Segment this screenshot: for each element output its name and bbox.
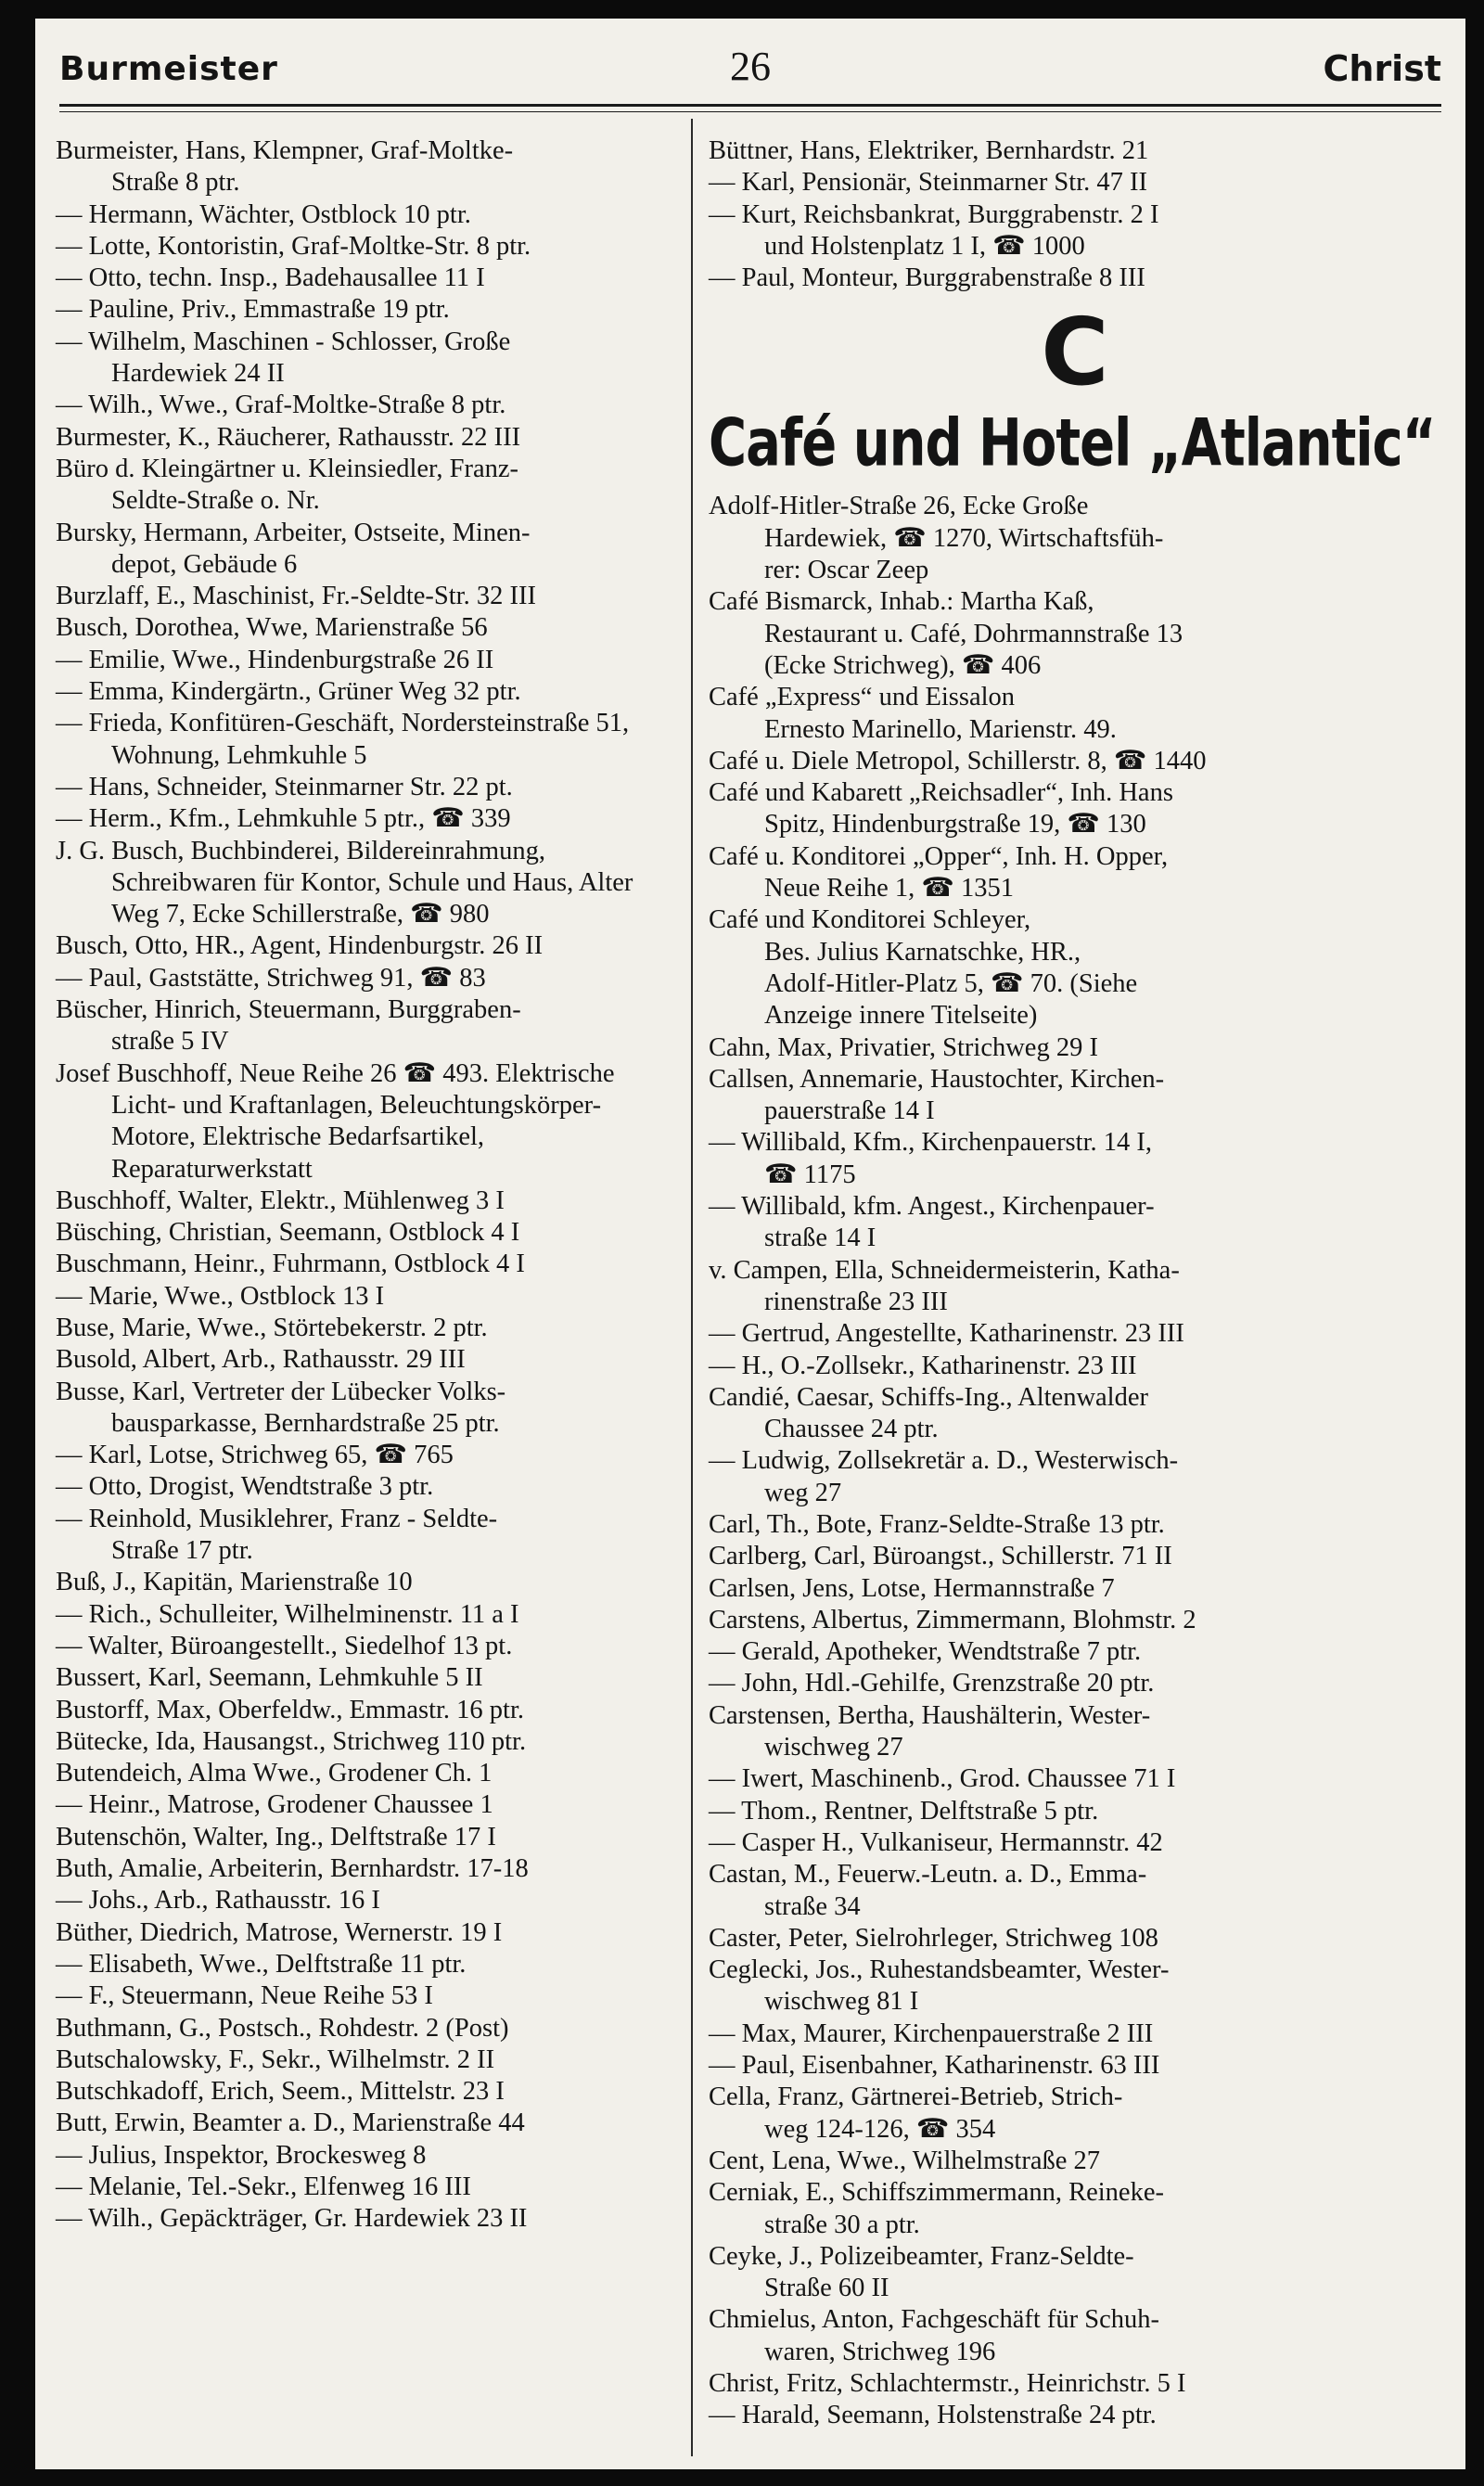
- entry-line: — Karl, Pensionär, Steinmarner Str. 47 II: [709, 168, 1147, 198]
- entry-line: Cent, Lena, Wwe., Wilhelmstraße 27: [709, 2146, 1101, 2175]
- entry-line: Burmester, K., Räucherer, Rathausstr. 22 III: [56, 422, 521, 452]
- directory-entry: [709, 682, 1441, 746]
- entry-line: Busse, Karl, Vertreter der Lübecker Volks-: [56, 1377, 506, 1406]
- entry-line: — Kurt, Reichsbankrat, Burggrabenstr. 2 I: [709, 199, 1159, 229]
- directory-entry: [56, 1695, 683, 1726]
- entry-line: Candié, Caesar, Schiffs-Ing., Altenwalder: [709, 1382, 1148, 1412]
- directory-entry: [56, 2076, 683, 2108]
- entry-line: Café „Express“ und Eissalon: [709, 683, 1016, 712]
- directory-entry: [56, 1885, 683, 1916]
- entry-line: — Paul, Eisenbahner, Katharinenstr. 63 III: [709, 2051, 1160, 2081]
- entry-line: Buse, Marie, Wwe., Störtebekerstr. 2 ptr.: [56, 1313, 488, 1342]
- directory-entry: [56, 518, 683, 582]
- directory-entry: [709, 199, 1441, 263]
- entry-line: Josef Buschhoff, Neue Reihe 26 ☎ 493. Elektrische Licht- und Kraftanlagen, Beleuchtungskörper-Motore, Elektrische Bedarfsartikel, Reparaturwerkstatt: [56, 1058, 615, 1184]
- directory-entry: [56, 1058, 683, 1185]
- directory-entry: [56, 1249, 683, 1280]
- directory-entry: [56, 422, 683, 454]
- entry-line: — Gertrud, Angestellte, Katharinenstr. 23 III: [709, 1319, 1184, 1349]
- header-last-name: Christ: [1323, 48, 1441, 89]
- directory-entry: [56, 2013, 683, 2044]
- entry-line: — Willibald, kfm. Angest., Kirchenpauer-: [709, 1192, 1155, 1222]
- entry-line: Café und Konditorei Schleyer,: [709, 905, 1031, 935]
- entry-line: Seldte-Straße o. Nr.: [111, 486, 320, 516]
- right-column-top-entries: [709, 135, 1441, 294]
- entry-line: Chaussee 24 ptr.: [764, 1415, 939, 1444]
- entry-line: Café u. Konditorei „Opper“, Inh. H. Opper,: [709, 841, 1169, 871]
- directory-entry: [56, 294, 683, 326]
- directory-entry: [709, 586, 1441, 682]
- entry-line: Büttner, Hans, Elektriker, Bernhardstr. 21: [709, 136, 1149, 165]
- entry-line: Carstens, Albertus, Zimmermann, Blohmstr. 2: [709, 1605, 1196, 1634]
- directory-entry: [56, 1949, 683, 1980]
- directory-entry: [56, 772, 683, 803]
- directory-entry: [56, 1440, 683, 1471]
- directory-entry: [709, 167, 1441, 199]
- right-column: [709, 135, 1441, 2432]
- directory-page: [35, 19, 1465, 2469]
- entry-line: Café und Kabarett „Reichsadler“, Inh. Hans: [709, 778, 1173, 808]
- entry-line: Carlsen, Jens, Lotse, Hermannstraße 7: [709, 1573, 1115, 1603]
- entry-line: Busold, Albert, Arb., Rathausstr. 29 III: [56, 1345, 466, 1375]
- entry-line: — John, Hdl.-Gehilfe, Grenzstraße 20 ptr.: [709, 1669, 1155, 1698]
- entry-line: Busch, Dorothea, Wwe, Marienstraße 56: [56, 613, 488, 643]
- directory-entry: [709, 2082, 1441, 2146]
- directory-entry: [709, 1127, 1441, 1191]
- entry-line: — Lotte, Kontoristin, Graf-Moltke-Str. 8 ptr.: [56, 231, 531, 261]
- header-rule-thin: [59, 111, 1441, 112]
- entry-line: Café Bismarck, Inhab.: Martha Kaß,: [709, 587, 1094, 617]
- entry-line: Christ, Fritz, Schlachtermstr., Heinrichstr. 5 I: [709, 2369, 1186, 2398]
- entry-line: rinenstraße 23 III: [764, 1287, 948, 1316]
- directory-entry: [56, 676, 683, 708]
- entry-line: Castan, M., Feuerw.-Leutn. a. D., Emma-: [709, 1860, 1147, 1890]
- page-header: [59, 35, 1441, 100]
- entry-line: ☎ 1175: [764, 1160, 856, 1189]
- directory-entry: [56, 1917, 683, 1949]
- directory-entry: [709, 1954, 1441, 2018]
- directory-entry: [709, 1032, 1441, 1064]
- directory-entry: [56, 1631, 683, 1662]
- directory-entry: [709, 1700, 1441, 1764]
- directory-entry: [56, 199, 683, 231]
- entry-line: straße 14 I: [764, 1224, 876, 1253]
- entry-line: — Marie, Wwe., Ostblock 13 I: [56, 1281, 385, 1311]
- directory-entry: [709, 746, 1441, 777]
- directory-entry: [709, 1255, 1441, 1319]
- entry-line: — Thom., Rentner, Delftstraße 5 ptr.: [709, 1796, 1099, 1826]
- entry-line: — Emma, Kindergärtn., Grüner Weg 32 ptr.: [56, 677, 521, 707]
- directory-entry: [56, 612, 683, 644]
- directory-entry: [56, 1789, 683, 1821]
- entry-line: wischweg 81 I: [764, 1987, 919, 2017]
- entry-line: Ceglecki, Jos., Ruhestandsbeamter, Wester-: [709, 1955, 1170, 1985]
- directory-entry: [709, 1541, 1441, 1572]
- entry-line: — Otto, techn. Insp., Badehausallee 11 I: [56, 263, 485, 293]
- directory-entry: [709, 1668, 1441, 1699]
- entry-line: — Heinr., Matrose, Grodener Chaussee 1: [56, 1790, 493, 1820]
- entry-line: Butenschön, Walter, Ing., Delftstraße 17 I: [56, 1822, 496, 1852]
- entry-line: Adolf-Hitler-Platz 5, ☎ 70. (Siehe: [764, 968, 1138, 998]
- directory-entry: [56, 1281, 683, 1313]
- entry-line: Burzlaff, E., Maschinist, Fr.-Seldte-Str. 32 III: [56, 582, 536, 611]
- directory-entry: [709, 1605, 1441, 1636]
- directory-entry: [709, 1382, 1441, 1446]
- entry-line: — F., Steuermann, Neue Reihe 53 I: [56, 1981, 433, 2011]
- directory-entry: [709, 841, 1441, 905]
- entry-line: Buschmann, Heinr., Fuhrmann, Ostblock 4 I: [56, 1249, 525, 1279]
- entry-line: — Wilh., Gepäckträger, Gr. Hardewiek 23 II: [56, 2204, 528, 2234]
- entry-line: rer: Oscar Zeep: [764, 556, 929, 585]
- entry-line: — Willibald, Kfm., Kirchenpauerstr. 14 I,: [709, 1128, 1152, 1158]
- entry-line: straße 34: [764, 1891, 861, 1921]
- entry-line: wischweg 27: [764, 1733, 903, 1762]
- entry-line: — Karl, Lotse, Strichweg 65, ☎ 765: [56, 1441, 454, 1470]
- entry-line: — Rich., Schulleiter, Wilhelminenstr. 11 a I: [56, 1599, 519, 1629]
- directory-entry: [709, 2368, 1441, 2400]
- directory-entry: [709, 1827, 1441, 1859]
- entry-line: Carl, Th., Bote, Franz-Seldte-Straße 13 ptr.: [709, 1509, 1165, 1539]
- entry-line: Büther, Diedrich, Matrose, Wernerstr. 19 I: [56, 1917, 503, 1947]
- directory-entry: [56, 1185, 683, 1217]
- entry-line: Bes. Julius Karnatschke, HR.,: [764, 937, 1081, 967]
- directory-entry: [709, 1796, 1441, 1827]
- entry-line: (Ecke Strichweg), ☎ 406: [764, 650, 1042, 680]
- entry-line: Cahn, Max, Privatier, Strichweg 29 I: [709, 1032, 1098, 1062]
- directory-entry: [56, 1662, 683, 1694]
- entry-line: — Paul, Monteur, Burggrabenstraße 8 III: [709, 263, 1145, 293]
- entry-line: Buthmann, G., Postsch., Rohdestr. 2 (Post): [56, 2013, 509, 2043]
- entry-line: — Gerald, Apotheker, Wendtstraße 7 ptr.: [709, 1637, 1142, 1667]
- directory-entry: [56, 2172, 683, 2203]
- entry-line: bausparkasse, Bernhardstraße 25 ptr.: [111, 1408, 500, 1438]
- entry-line: — Harald, Seemann, Holstenstraße 24 ptr.: [709, 2401, 1157, 2430]
- entry-line: Callsen, Annemarie, Haustochter, Kirchen-: [709, 1064, 1165, 1094]
- entry-line: Bursky, Hermann, Arbeiter, Ostseite, Minen-: [56, 518, 531, 547]
- directory-entry: [56, 1344, 683, 1376]
- entry-line: — Reinhold, Musiklehrer, Franz - Seldte-: [56, 1504, 498, 1533]
- entry-line: Carstensen, Bertha, Haushälterin, Wester-: [709, 1700, 1151, 1730]
- entry-line: straße 30 a ptr.: [764, 2210, 920, 2239]
- directory-entry: [56, 1726, 683, 1758]
- header-rule: [59, 104, 1441, 107]
- entry-line: straße 5 IV: [111, 1027, 229, 1057]
- entry-line: — Iwert, Maschinenb., Grod. Chaussee 71 I: [709, 1764, 1176, 1794]
- right-column-bottom-entries: [709, 491, 1441, 2431]
- entry-line: — Wilh., Wwe., Graf-Moltke-Straße 8 ptr.: [56, 391, 506, 420]
- entry-line: Straße 17 ptr.: [111, 1536, 253, 1566]
- entry-line: Neue Reihe 1, ☎ 1351: [764, 874, 1014, 903]
- directory-entry: [709, 1636, 1441, 1668]
- directory-entry: [709, 2050, 1441, 2082]
- directory-entry: [709, 491, 1441, 586]
- entry-line: — Emilie, Wwe., Hindenburgstraße 26 II: [56, 645, 494, 674]
- entry-line: Caster, Peter, Sielrohrleger, Strichweg 108: [709, 1923, 1158, 1953]
- entry-line: pauerstraße 14 I: [764, 1096, 935, 1126]
- entry-line: Adolf-Hitler-Straße 26, Ecke Große: [709, 492, 1089, 521]
- entry-line: Buschhoff, Walter, Elektr., Mühlenweg 3 I: [56, 1185, 505, 1215]
- entry-line: J. G. Busch, Buchbinderei, Bildereinrahmung, Schreibwaren für Kontor, Schule und Haus, Alter Weg 7, Ecke Schillerstraße, ☎ 980: [56, 836, 633, 929]
- directory-entry: [709, 1763, 1441, 1795]
- directory-entry: [709, 263, 1441, 294]
- directory-entry: [56, 2108, 683, 2139]
- directory-entry: [56, 645, 683, 676]
- directory-entry: [709, 1509, 1441, 1541]
- entry-line: Restaurant u. Café, Dohrmannstraße 13: [764, 619, 1183, 648]
- entry-line: — Pauline, Priv., Emmastraße 19 ptr.: [56, 295, 450, 325]
- entry-line: — Max, Maurer, Kirchenpauerstraße 2 III: [709, 2018, 1154, 2048]
- entry-line: Cerniak, E., Schiffszimmermann, Reineke-: [709, 2178, 1164, 2208]
- entry-line: Café u. Diele Metropol, Schillerstr. 8, ☎ 1440: [709, 746, 1207, 775]
- directory-entry: [56, 327, 683, 391]
- entry-line: — Ludwig, Zollsekretär a. D., Westerwisch-: [709, 1446, 1179, 1476]
- entry-line: — Hans, Schneider, Steinmarner Str. 22 pt.: [56, 772, 513, 801]
- cafe-atlantic-heading: Café und Hotel „Atlantic“: [709, 406, 1436, 482]
- directory-entry: [56, 231, 683, 263]
- directory-entry: [56, 390, 683, 421]
- directory-entry: [56, 263, 683, 294]
- entry-line: Cella, Franz, Gärtnerei-Betrieb, Strich-: [709, 2082, 1123, 2112]
- directory-entry: [56, 135, 683, 199]
- column-divider: [691, 119, 693, 2456]
- directory-entry: [709, 1318, 1441, 1350]
- directory-entry: [56, 1599, 683, 1631]
- directory-entry: [709, 1191, 1441, 1255]
- entry-line: depot, Gebäude 6: [111, 549, 298, 579]
- directory-entry: [709, 1351, 1441, 1382]
- directory-entry: [56, 1377, 683, 1441]
- directory-entry: [709, 2018, 1441, 2050]
- directory-entry: [709, 1859, 1441, 1923]
- entry-line: v. Campen, Ella, Schneidermeisterin, Katha-: [709, 1255, 1180, 1285]
- entry-line: Bussert, Karl, Seemann, Lehmkuhle 5 II: [56, 1663, 483, 1693]
- directory-entry: [709, 2177, 1441, 2241]
- directory-entry: [709, 135, 1441, 167]
- directory-entry: [56, 1758, 683, 1789]
- entry-line: — Paul, Gaststätte, Strichweg 91, ☎ 83: [56, 963, 486, 993]
- entry-line: Carlberg, Carl, Büroangst., Schillerstr. 71 II: [709, 1542, 1172, 1571]
- entry-line: Butendeich, Alma Wwe., Grodener Ch. 1: [56, 1759, 493, 1788]
- entry-line: Busch, Otto, HR., Agent, Hindenburgstr. 26 II: [56, 931, 544, 961]
- entry-line: — Herm., Kfm., Lehmkuhle 5 ptr., ☎ 339: [56, 804, 511, 834]
- directory-entry: [709, 1573, 1441, 1605]
- entry-line: Ceyke, J., Polizeibeamter, Franz-Seldte-: [709, 2241, 1134, 2271]
- entry-line: Bütecke, Ida, Hausangst., Strichweg 110 ptr.: [56, 1726, 527, 1756]
- directory-entry: [56, 836, 683, 931]
- directory-entry: [56, 994, 683, 1058]
- entry-line: — Elisabeth, Wwe., Delftstraße 11 ptr.: [56, 1949, 467, 1979]
- page-number: 26: [730, 44, 771, 89]
- entry-line: — Casper H., Vulkaniseur, Hermannstr. 42: [709, 1827, 1163, 1857]
- directory-entry: [56, 1980, 683, 2012]
- entry-line: weg 124-126, ☎ 354: [764, 2114, 996, 2144]
- entry-line: — Julius, Inspektor, Brockesweg 8: [56, 2140, 427, 2170]
- directory-entry: [56, 1504, 683, 1568]
- directory-entry: [56, 1853, 683, 1885]
- directory-entry: [56, 930, 683, 962]
- directory-entry: [709, 1064, 1441, 1128]
- directory-entry: [56, 1822, 683, 1853]
- entry-line: weg 27: [764, 1478, 842, 1507]
- directory-entry: [56, 454, 683, 518]
- directory-entry: [56, 1217, 683, 1249]
- directory-entry: [56, 2140, 683, 2172]
- entry-line: Ernesto Marinello, Marienstr. 49.: [764, 714, 1117, 744]
- entry-line: Büro d. Kleingärtner u. Kleinsiedler, Franz-: [56, 454, 519, 483]
- entry-line: Chmielus, Anton, Fachgeschäft für Schuh-: [709, 2305, 1160, 2335]
- directory-entry: [56, 581, 683, 612]
- entry-line: — H., O.-Zollsekr., Katharinenstr. 23 III: [709, 1351, 1137, 1380]
- directory-entry: [56, 2044, 683, 2076]
- directory-entry: [709, 777, 1441, 841]
- entry-line: Straße 8 ptr.: [111, 168, 240, 198]
- entry-line: Anzeige innere Titelseite): [764, 1001, 1038, 1031]
- directory-entry: [56, 1567, 683, 1598]
- header-first-name: Burmeister: [59, 50, 278, 88]
- directory-entry: [709, 2400, 1441, 2431]
- entry-line: Burmeister, Hans, Klempner, Graf-Moltke-: [56, 136, 514, 165]
- directory-entry: [56, 963, 683, 994]
- directory-entry: [56, 803, 683, 835]
- entry-line: Hardewiek, ☎ 1270, Wirtschaftsfüh-: [764, 523, 1164, 553]
- directory-entry: [709, 904, 1441, 1032]
- entry-line: Butschalowsky, F., Sekr., Wilhelmstr. 2 II: [56, 2044, 495, 2074]
- directory-entry: [709, 2304, 1441, 2368]
- directory-entry: [56, 2203, 683, 2235]
- entry-line: — Johs., Arb., Rathausstr. 16 I: [56, 1886, 380, 1916]
- entry-line: — Melanie, Tel.-Sekr., Elfenweg 16 III: [56, 2172, 471, 2201]
- directory-entry: [56, 708, 683, 772]
- entry-line: Spitz, Hindenburgstraße 19, ☎ 130: [764, 810, 1146, 839]
- directory-entry: [56, 1313, 683, 1344]
- entry-line: Butt, Erwin, Beamter a. D., Marienstraße 44: [56, 2108, 525, 2138]
- entry-line: und Holstenplatz 1 I, ☎ 1000: [764, 231, 1085, 261]
- entry-line: — Wilhelm, Maschinen - Schlosser, Große: [56, 327, 511, 356]
- left-column: [56, 135, 683, 2236]
- entry-line: — Hermann, Wächter, Ostblock 10 ptr.: [56, 199, 471, 229]
- entry-line: waren, Strichweg 196: [764, 2337, 996, 2366]
- entry-line: — Frieda, Konfitüren-Geschäft, Nordersteinstraße 51, Wohnung, Lehmkuhle 5: [56, 709, 630, 770]
- entry-line: Straße 60 II: [764, 2274, 889, 2303]
- directory-entry: [56, 1471, 683, 1503]
- entry-line: Büscher, Hinrich, Steuermann, Burggraben-: [56, 995, 521, 1025]
- entry-line: Hardewiek 24 II: [111, 359, 285, 389]
- entry-line: Buß, J., Kapitän, Marienstraße 10: [56, 1568, 413, 1597]
- directory-entry: [709, 2241, 1441, 2305]
- entry-line: Butschkadoff, Erich, Seem., Mittelstr. 23 I: [56, 2077, 505, 2107]
- entry-line: — Otto, Drogist, Wendtstraße 3 ptr.: [56, 1472, 434, 1502]
- section-letter: C: [1041, 298, 1109, 407]
- entry-line: Büsching, Christian, Seemann, Ostblock 4 I: [56, 1218, 520, 1248]
- directory-entry: [709, 1445, 1441, 1509]
- entry-line: — Walter, Büroangestellt., Siedelhof 13 pt.: [56, 1631, 513, 1660]
- entry-line: Buth, Amalie, Arbeiterin, Bernhardstr. 17-18: [56, 1854, 529, 1884]
- directory-entry: [709, 2146, 1441, 2177]
- entry-line: Bustorff, Max, Oberfeldw., Emmastr. 16 ptr.: [56, 1695, 525, 1724]
- directory-entry: [709, 1923, 1441, 1954]
